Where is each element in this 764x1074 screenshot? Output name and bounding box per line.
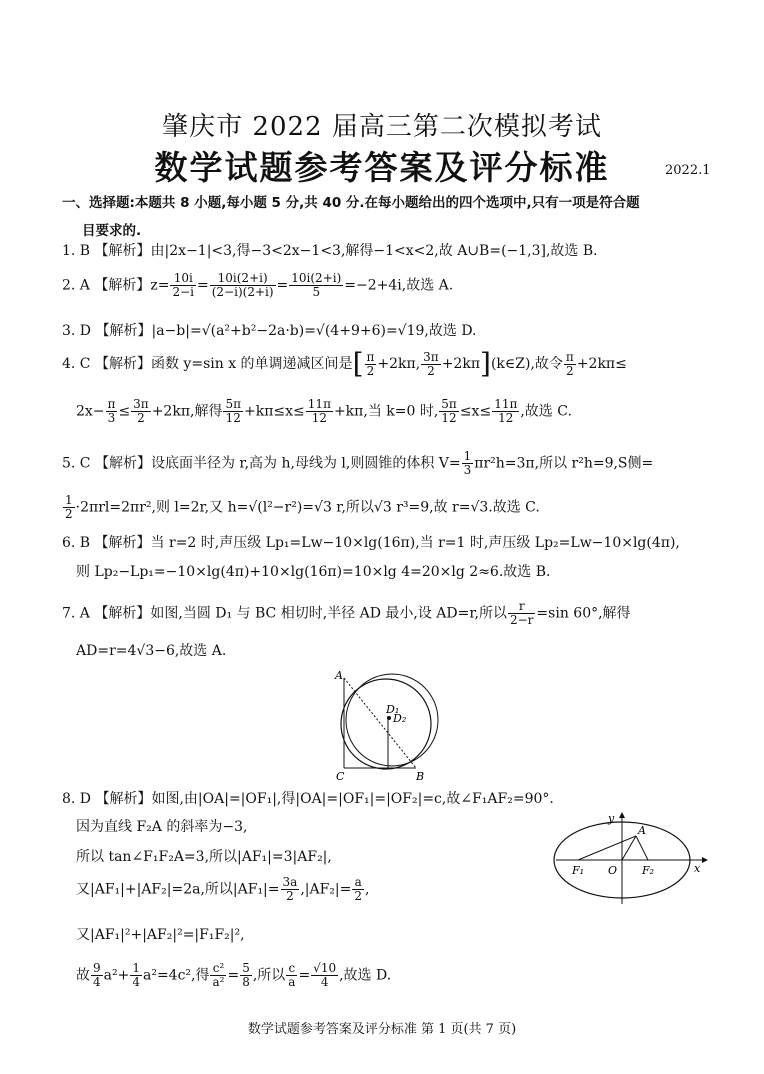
q4-bracket-close: ] bbox=[480, 347, 491, 380]
q2-frac2 bbox=[210, 272, 276, 299]
q4-l2-frac3 bbox=[223, 398, 243, 425]
q8-l6e: = bbox=[227, 967, 240, 984]
answer-q1 bbox=[62, 240, 598, 260]
q4-i2d: 2 bbox=[427, 363, 435, 378]
q8-l4b: ,|AF₂|= bbox=[300, 881, 352, 898]
q8-l4-frac1 bbox=[281, 876, 300, 903]
q5-frac-half bbox=[63, 494, 75, 521]
fig8-x-arrow bbox=[702, 857, 708, 863]
q7-text-b: =sin 60°,解得 bbox=[536, 605, 631, 622]
q2-eq2: = bbox=[276, 277, 289, 294]
q4-l2a: 2x− bbox=[76, 403, 105, 420]
fig7-inner-circle bbox=[346, 674, 438, 766]
answer-q5 bbox=[62, 450, 653, 477]
q4-i2t: +2kπ bbox=[441, 356, 481, 372]
fig7-label-d2: D₂ bbox=[393, 712, 407, 725]
answer-q7-cont: AD=r=4√3−6,故选 A. bbox=[76, 643, 227, 659]
q4-l2d5: 12 bbox=[441, 411, 457, 425]
section-heading bbox=[62, 189, 722, 245]
q8-l6-frac4 bbox=[240, 962, 252, 989]
document-title: 数学试题参考答案及评分标准 bbox=[154, 148, 610, 187]
q2-frac1 bbox=[170, 272, 196, 299]
q6-l1: 当 r=2 时,声压级 Lp₁=Lw−10×lg(16π),当 r=1 时,声压级 Lp₂=Lw−10×lg(4π), bbox=[150, 535, 680, 551]
q8-l4d1: 2 bbox=[286, 889, 294, 903]
q5-text-a: 设底面半径为 r,高为 h,母线为 l,则圆锥的体积 V= bbox=[150, 455, 461, 472]
q8-l6-frac2 bbox=[130, 962, 142, 989]
q4-l2f: +kπ,当 k=0 时, bbox=[333, 403, 439, 420]
q4-i2n: 3π bbox=[423, 349, 439, 364]
q2-z: z= bbox=[150, 277, 170, 294]
fig7-label-b: B bbox=[416, 770, 425, 783]
fig7-label-c: C bbox=[336, 770, 345, 783]
q8-l6d1: 4 bbox=[93, 975, 101, 989]
q8-l6d3: a² bbox=[212, 975, 225, 989]
answer-q8-l4 bbox=[76, 876, 369, 903]
fig7-point-d2 bbox=[387, 716, 391, 720]
answer-q5-cont bbox=[62, 494, 540, 521]
q4-lead: 4. C 【解析】 bbox=[62, 356, 151, 372]
q4-l2n1: π bbox=[107, 397, 116, 411]
q4-frac-c1 bbox=[564, 351, 576, 378]
q4-text-a: 函数 y=sin x 的单调递减区间是 bbox=[150, 356, 353, 372]
fig7-label-a: A bbox=[335, 669, 343, 682]
q4-i1n: π bbox=[366, 349, 375, 364]
q2-frac1-num: 10i bbox=[170, 272, 196, 286]
q2-frac2-num: 10i(2+i) bbox=[210, 272, 276, 286]
answer-q6 bbox=[62, 532, 680, 552]
q7-frac bbox=[508, 600, 535, 627]
q8-l6d4: 8 bbox=[242, 975, 250, 989]
q4-frac-i2 bbox=[421, 351, 441, 378]
q4-l2c: +2kπ,解得 bbox=[151, 403, 223, 420]
q8-l6-frac3 bbox=[210, 962, 226, 989]
q4-c1t: +2kπ≤ bbox=[576, 356, 627, 372]
q4-l2g: ≤x≤ bbox=[459, 403, 492, 420]
q4-l2b: ≤ bbox=[118, 403, 131, 420]
fig8-seg-oa bbox=[622, 836, 636, 860]
q4-bracket-open: [ bbox=[352, 347, 364, 380]
q5-vd: 3 bbox=[463, 463, 472, 477]
q6-lead: 6. B 【解析】 bbox=[62, 535, 151, 551]
q8-l4-frac2 bbox=[352, 876, 364, 903]
figure-q8-ellipse bbox=[552, 808, 712, 906]
answer-q3 bbox=[62, 320, 477, 340]
q2-frac1-den: 2−i bbox=[172, 285, 195, 299]
q4-l2d2: 2 bbox=[137, 411, 145, 425]
q4-l2n4: 11π bbox=[307, 397, 331, 411]
q8-l4n2: a bbox=[352, 876, 364, 890]
q2-tail: =−2+4i,故选 A. bbox=[344, 277, 454, 294]
q1-lead: 1. B 【解析】 bbox=[62, 243, 151, 259]
q8-l6h: ,故选 D. bbox=[339, 967, 392, 984]
q8-l6g: = bbox=[298, 967, 311, 984]
q4-l2e: +kπ≤x≤ bbox=[244, 403, 305, 420]
q7-fd: 2−r bbox=[509, 613, 534, 627]
q8-l6d5: a bbox=[288, 975, 296, 989]
q8-l6n1: 9 bbox=[93, 961, 101, 975]
q2-lead: 2. A 【解析】 bbox=[62, 277, 151, 294]
q4-l2d4: 12 bbox=[311, 411, 328, 425]
q8-l6n3: c² bbox=[210, 962, 226, 976]
q5-lead: 5. C 【解析】 bbox=[62, 455, 151, 472]
fig7-label-d1: D₁ bbox=[386, 703, 400, 716]
q4-l2n2: 3π bbox=[133, 397, 149, 411]
q4-i1d: 2 bbox=[366, 363, 375, 378]
q4-l2-frac5 bbox=[439, 398, 459, 425]
q4-l2d6: 12 bbox=[498, 411, 514, 425]
q4-l2n5: 5π bbox=[441, 397, 457, 411]
answer-q8 bbox=[62, 788, 554, 808]
q2-eq1: = bbox=[197, 277, 209, 294]
answer-q2 bbox=[62, 272, 453, 299]
q5-vn: 1 bbox=[463, 449, 472, 463]
page-footer: 数学试题参考答案及评分标准 第 1 页(共 7 页) bbox=[247, 1022, 517, 1037]
q4-l2n6: 11π bbox=[494, 397, 518, 411]
fig8-seg-f1a bbox=[578, 836, 636, 860]
q5-l2d: 2 bbox=[65, 507, 73, 521]
q7-text-a: 如图,当圆 D₁ 与 BC 相切时,半径 AD 最小,设 AD=r,所以 bbox=[150, 605, 507, 622]
q8-l4n1: 3a bbox=[282, 875, 298, 889]
q8-l6f: ,所以 bbox=[252, 967, 286, 984]
q4-frac-i1 bbox=[365, 351, 377, 378]
q2-frac3 bbox=[289, 272, 343, 299]
q3-text: |a−b|=√(a²+b²−2a·b)=√(4+9+6)=√19,故选 D. bbox=[151, 323, 477, 339]
fig8-label-a: A bbox=[638, 824, 646, 837]
q5-l2: ·2πrl=2πr²,则 l=2r,又 h=√(l²−r²)=√3 r,所以√3 r³=9,故 r=√3.故选 C. bbox=[75, 499, 540, 516]
fig8-label-f2: F₂ bbox=[642, 864, 655, 877]
q4-text-b: (k∈Z),故令 bbox=[490, 356, 563, 372]
q4-l2h: ,故选 C. bbox=[520, 403, 572, 420]
fig8-label-o: O bbox=[608, 864, 618, 877]
q4-l2-frac4 bbox=[306, 398, 333, 425]
answer-q4 bbox=[62, 347, 627, 380]
q8-l6b: a²+ bbox=[103, 967, 130, 984]
q2-frac2-den: (2−i)(2+i) bbox=[211, 285, 274, 299]
q2-frac3-den: 5 bbox=[312, 285, 321, 299]
q2-frac3-num: 10i(2+i) bbox=[291, 271, 342, 285]
q4-c1d: 2 bbox=[566, 363, 574, 378]
q8-l4a: 又|AF₁|+|AF₂|=2a,所以|AF₁|= bbox=[76, 881, 280, 898]
q4-i1t: +2kπ, bbox=[377, 356, 421, 372]
fig7-outer-circle bbox=[341, 679, 431, 769]
q8-l6-frac1 bbox=[91, 962, 103, 989]
fig8-y-arrow bbox=[619, 812, 625, 818]
section-heading-line2: 目要求的. bbox=[82, 223, 142, 239]
answer-q6-cont: 则 Lp₂−Lp₁=−10×lg(4π)+10×lg(16π)=10×lg 4=20×lg 2≈6.故选 B. bbox=[76, 564, 551, 580]
q8-l6d2: 4 bbox=[132, 975, 140, 989]
q8-lead: 8. D 【解析】 bbox=[62, 791, 152, 807]
q8-l6n5: c bbox=[286, 962, 297, 976]
q8-l6-frac5 bbox=[286, 962, 297, 989]
exam-title: 肇庆市 2022 届高三第二次模拟考试 bbox=[162, 112, 602, 142]
fig8-label-x: x bbox=[694, 862, 701, 875]
answer-q8-l5: 又|AF₁|²+|AF₂|²=|F₁F₂|², bbox=[76, 927, 245, 943]
answer-q7 bbox=[62, 600, 631, 627]
q4-l2d3: 12 bbox=[225, 411, 241, 425]
q5-l2n: 1 bbox=[65, 493, 73, 507]
answer-q8-l3: 所以 tan∠F₁F₂A=3,所以|AF₁|=3|AF₂|, bbox=[76, 849, 332, 865]
q5-text-b: πr²h=3π,所以 r²h=9,S侧= bbox=[474, 455, 654, 472]
q1-text: 由|2x−1|<3,得−3<2x−1<3,解得−1<x<2,故 A∪B=(−1,3],故选 B. bbox=[150, 243, 598, 259]
q8-l6n6: √10 bbox=[313, 961, 337, 975]
q5-frac-v bbox=[462, 450, 474, 477]
q7-fn: r bbox=[508, 600, 535, 614]
q8-l6a: 故 bbox=[76, 967, 90, 984]
q8-l4c: , bbox=[365, 881, 370, 898]
q4-c1n: π bbox=[565, 349, 574, 364]
q4-l2-frac1 bbox=[106, 398, 118, 425]
q4-l2-frac6 bbox=[492, 398, 519, 425]
figure-q7-circles bbox=[330, 664, 450, 784]
q8-l6d6: 4 bbox=[320, 975, 329, 989]
q3-lead: 3. D 【解析】 bbox=[62, 323, 152, 339]
document-date: 2022.1 bbox=[665, 163, 711, 178]
q4-l2-frac2 bbox=[131, 398, 151, 425]
q4-l2d1: 3 bbox=[107, 411, 116, 425]
fig8-label-y: y bbox=[608, 812, 615, 825]
q4-l2n3: 5π bbox=[225, 397, 242, 411]
section-heading-line1: 一、选择题:本题共 8 小题,每小题 5 分,共 40 分.在每小题给出的四个选项中,只有一项是符合题 bbox=[62, 195, 640, 211]
fig8-label-f1: F₁ bbox=[572, 864, 585, 877]
q8-l6-frac6 bbox=[311, 962, 338, 989]
answer-q8-l6 bbox=[76, 962, 391, 989]
q8-l6n2: 1 bbox=[132, 961, 140, 975]
answer-q4-cont bbox=[76, 398, 572, 425]
q8-l4d2: 2 bbox=[354, 889, 363, 903]
q8-l1: 如图,由|OA|=|OF₁|,得|OA|=|OF₁|=|OF₂|=c,故∠F₁AF₂=90°. bbox=[151, 791, 554, 807]
answer-q8-l2: 因为直线 F₂A 的斜率为−3, bbox=[76, 819, 248, 835]
q8-l6c: a²=4c²,得 bbox=[142, 967, 210, 984]
q7-lead: 7. A 【解析】 bbox=[62, 605, 151, 622]
q8-l6n4: 5 bbox=[242, 961, 250, 975]
fig8-seg-f2a bbox=[636, 836, 648, 860]
